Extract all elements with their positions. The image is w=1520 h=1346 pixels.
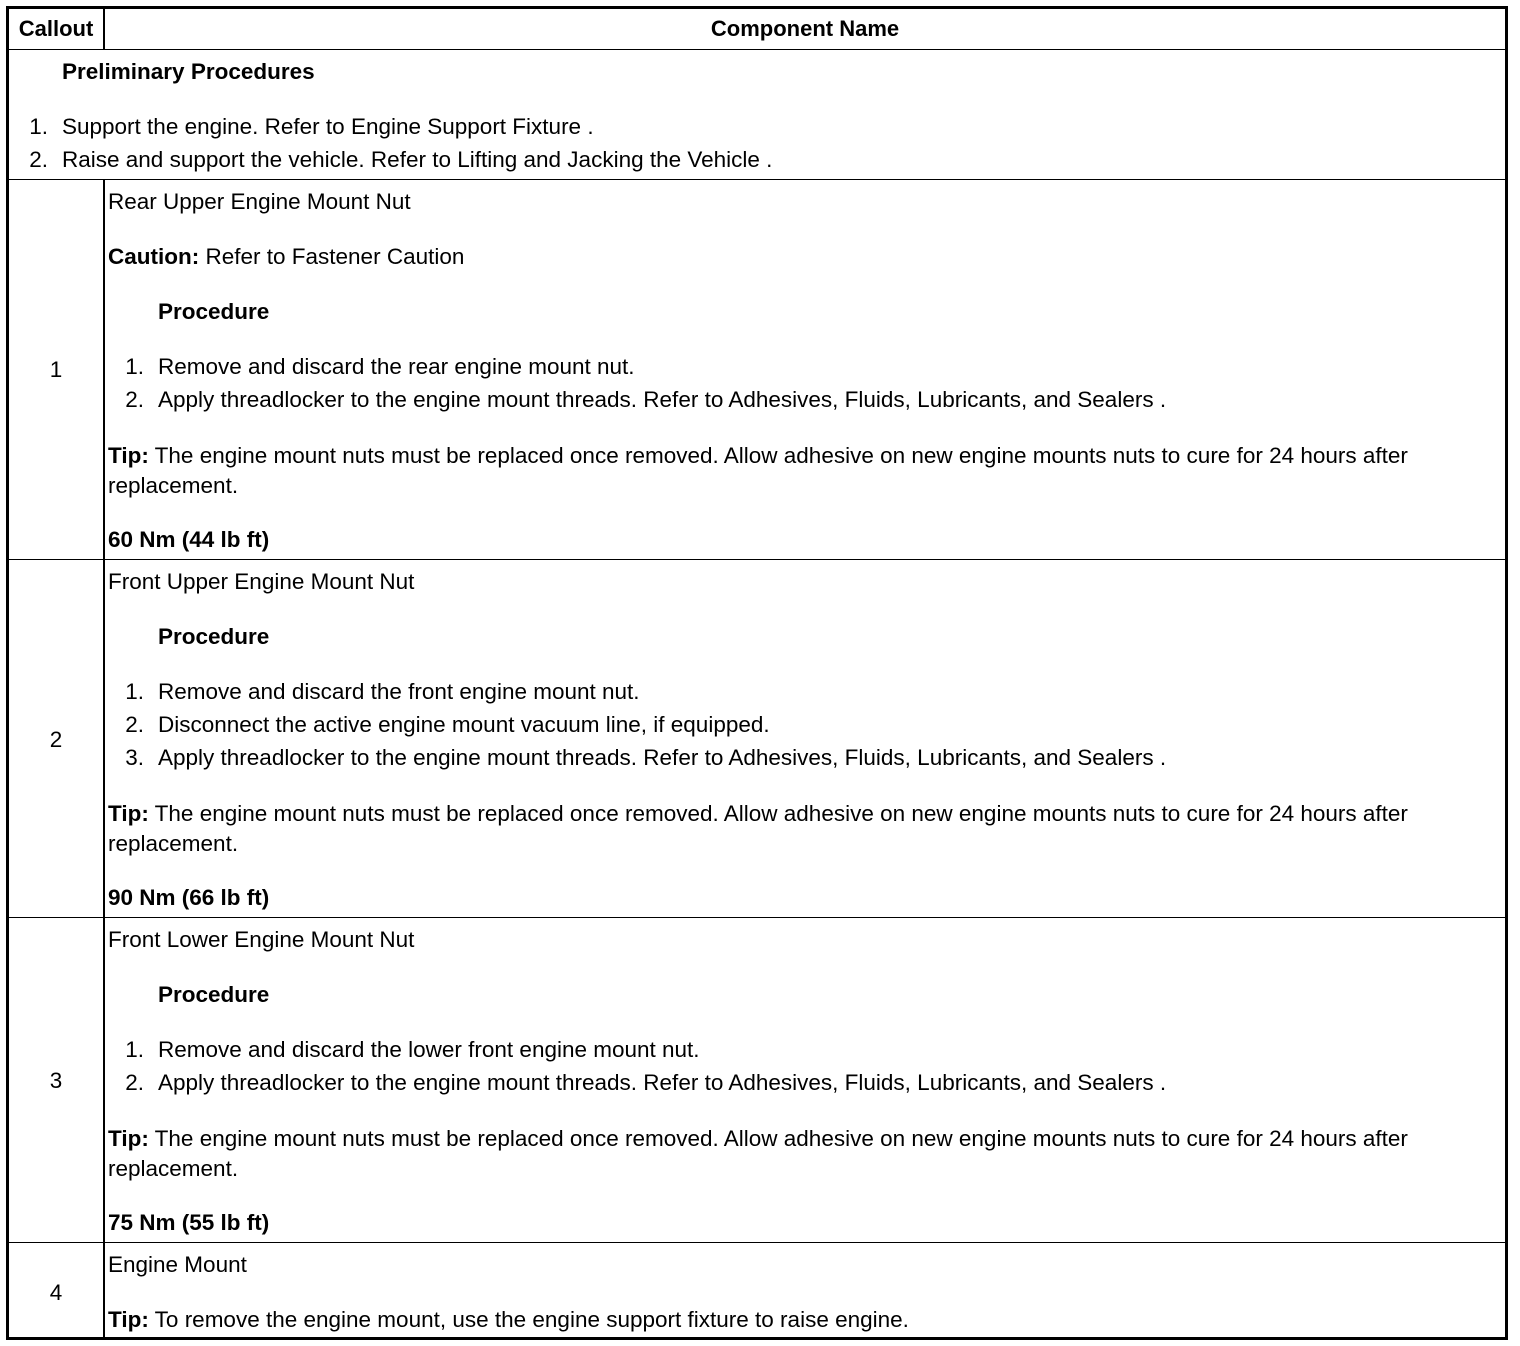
callout-number: 2 bbox=[49, 727, 63, 752]
tip-note bbox=[108, 799, 1500, 859]
callout-divider bbox=[103, 179, 105, 1340]
caution-label: Caution: bbox=[108, 244, 200, 269]
preliminary-step: Raise and support the vehicle. Refer to Lifting and Jacking the Vehicle . bbox=[62, 147, 773, 172]
torque-spec: 90 Nm (66 lb ft) bbox=[108, 885, 270, 910]
step-number: 2. bbox=[29, 147, 48, 172]
component-name: Front Upper Engine Mount Nut bbox=[108, 569, 415, 594]
procedure-title: Procedure bbox=[158, 982, 270, 1007]
caution-note bbox=[108, 241, 464, 273]
procedure-step: Remove and discard the front engine mount nut. bbox=[158, 679, 640, 704]
tip-label: Tip: bbox=[108, 1126, 149, 1151]
tip-text: The engine mount nuts must be replaced once removed. Allow adhesive on new engine mounts nuts to cure for 24 hours after replacement. bbox=[108, 1126, 1408, 1181]
procedure-title: Procedure bbox=[158, 299, 270, 324]
procedure-step: Apply threadlocker to the engine mount threads. Refer to Adhesives, Fluids, Lubricants, and Sealers . bbox=[158, 1070, 1167, 1095]
component-name: Front Lower Engine Mount Nut bbox=[108, 927, 415, 952]
tip-label: Tip: bbox=[108, 1307, 149, 1332]
header-divider bbox=[103, 9, 105, 49]
tip-label: Tip: bbox=[108, 443, 149, 468]
step-number: 3. bbox=[125, 745, 144, 770]
step-number: 1. bbox=[125, 1037, 144, 1062]
step-number: 2. bbox=[125, 712, 144, 737]
component-name: Rear Upper Engine Mount Nut bbox=[108, 189, 411, 214]
callout-number: 3 bbox=[49, 1068, 63, 1093]
tip-note bbox=[108, 1124, 1500, 1184]
tip-note bbox=[108, 441, 1500, 501]
component-name: Engine Mount bbox=[108, 1252, 247, 1277]
step-number: 1. bbox=[125, 354, 144, 379]
step-number: 2. bbox=[125, 1070, 144, 1095]
torque-spec: 75 Nm (55 lb ft) bbox=[108, 1210, 270, 1235]
step-number: 1. bbox=[29, 114, 48, 139]
procedure-title: Procedure bbox=[158, 624, 270, 649]
tip-text: The engine mount nuts must be replaced once removed. Allow adhesive on new engine mounts nuts to cure for 24 hours after replacement. bbox=[108, 443, 1408, 498]
callout-number: 4 bbox=[49, 1280, 63, 1305]
tip-text: To remove the engine mount, use the engine support fixture to raise engine. bbox=[148, 1307, 909, 1332]
tip-note bbox=[108, 1304, 909, 1336]
header-component-name: Component Name bbox=[710, 16, 900, 41]
row-rule bbox=[9, 559, 1505, 560]
header-rule bbox=[9, 49, 1505, 50]
row-rule bbox=[9, 179, 1505, 180]
row-rule bbox=[9, 1242, 1505, 1243]
procedure-table bbox=[6, 6, 1508, 1340]
tip-label: Tip: bbox=[108, 801, 149, 826]
preliminary-step: Support the engine. Refer to Engine Support Fixture . bbox=[62, 114, 594, 139]
header-callout: Callout bbox=[18, 16, 94, 41]
preliminary-title: Preliminary Procedures bbox=[62, 59, 315, 84]
caution-text: Refer to Fastener Caution bbox=[199, 244, 465, 269]
procedure-step: Apply threadlocker to the engine mount threads. Refer to Adhesives, Fluids, Lubricants, and Sealers . bbox=[158, 387, 1167, 412]
callout-number: 1 bbox=[49, 357, 63, 382]
procedure-step: Disconnect the active engine mount vacuum line, if equipped. bbox=[158, 712, 770, 737]
torque-spec: 60 Nm (44 lb ft) bbox=[108, 527, 270, 552]
procedure-step: Apply threadlocker to the engine mount threads. Refer to Adhesives, Fluids, Lubricants, and Sealers . bbox=[158, 745, 1167, 770]
step-number: 1. bbox=[125, 679, 144, 704]
step-number: 2. bbox=[125, 387, 144, 412]
row-rule bbox=[9, 917, 1505, 918]
procedure-step: Remove and discard the rear engine mount nut. bbox=[158, 354, 635, 379]
procedure-step: Remove and discard the lower front engine mount nut. bbox=[158, 1037, 700, 1062]
tip-text: The engine mount nuts must be replaced once removed. Allow adhesive on new engine mounts nuts to cure for 24 hours after replacement. bbox=[108, 801, 1408, 856]
